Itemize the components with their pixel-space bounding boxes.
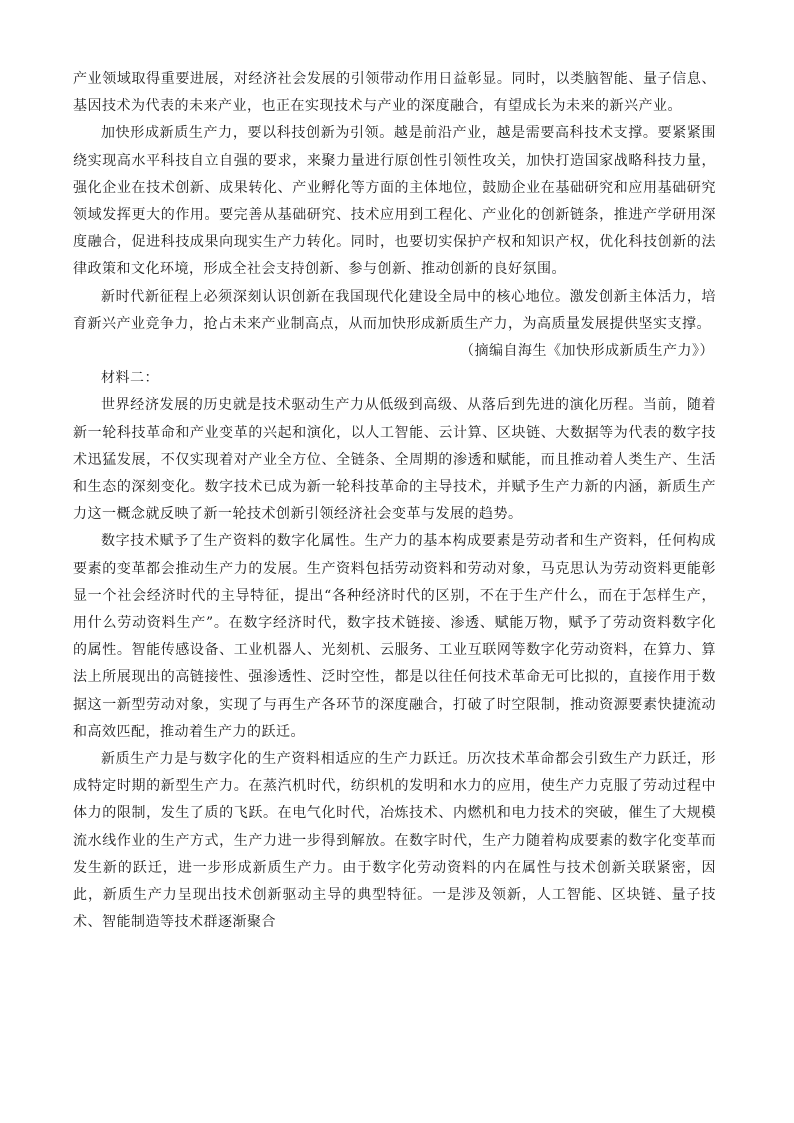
- paragraph-economic-history: 世界经济发展的历史就是技术驱动生产力从低级到高级、从落后到先进的演化历程。当前，随着新一轮科技革命和产业变革的兴起和演化，以人工智能、云计算、区块链、大数据等为代表的数字技术迅猛发展，不仅实现着对产业全方位、全链条、全周期的渗透和赋能，而且推动着人类生产、生活和生态的深刻变化。数字技术已成为新一轮科技革命的主导技术，并赋予生产力新的内涵，新质生产力这一概念就反映了新一轮技术创新引领经济社会变革与发展的趋势。: [73, 397, 716, 523]
- document-page: [73, 66, 716, 937]
- paragraph-productivity-leap: 新质生产力是与数字化的生产资料相适应的生产力跃迁。历次技术革命都会引致生产力跃迁，形成特定时期的新型生产力。在蒸汽机时代，纺织机的发明和水力的应用，使生产力克服了劳动过程中体力的限制，发生了质的飞跃。在电气化时代，冶炼技术、内燃机和电力技术的突破，催生了大规模流水线作业的生产方式，生产力进一步得到解放。在数字时代，生产力随着构成要素的数字化变革而发生新的跃迁，进一步形成新质生产力。由于数字化劳动资料的内在属性与技术创新关联紧密，因此，新质生产力呈现出技术创新驱动主导的典型特征。一是涉及领新，人工智能、区块链、量子技术、智能制造等技术群逐渐聚合: [73, 751, 716, 931]
- section-heading-material-2: 材料二：: [101, 370, 159, 387]
- paragraph-innovation-lead: 加快形成新质生产力，要以科技创新为引领。越是前沿产业，越是需要高科技术支撑。要紧紧围绕实现高水平科技自立自强的要求，来聚力量进行原创性引领性攻关，加快打造国家战略科技力量，强化企业在技术创新、成果转化、产业孵化等方面的主体地位，鼓励企业在基础研究和应用基础研究领域发挥更大的作用。要完善从基础研究、技术应用到工程化、产业化的创新链条，推进产学研用深度融合，促进科技成果向现实生产力转化。同时，也要切实保护产权和知识产权，优化科技创新的法律政策和文化环境，形成全社会支持创新、参与创新、推动创新的良好氛围。: [73, 125, 716, 278]
- paragraph-continuation: 产业领域取得重要进展，对经济社会发展的引领带动作用日益彰显。同时，以类脑智能、量子信息、基因技术为代表的未来产业，也正在实现技术与产业的深度融合，有望成长为未来的新兴产业。: [73, 71, 716, 115]
- source-citation: （摘编自海生《加快形成新质生产力》）: [460, 343, 714, 360]
- paragraph-new-era: 新时代新征程上必须深刻认识创新在我国现代化建设全局中的核心地位。激发创新主体活力，培育新兴产业竞争力，抢占未来产业制高点，从而加快形成新质生产力，为高质量发展提供坚实支撑。: [73, 288, 716, 332]
- paragraph-digital-means: 数字技术赋予了生产资料的数字化属性。生产力的基本构成要素是劳动者和生产资料，任何构成要素的变革都会推动生产力的发展。生产资料包括劳动资料和劳动对象，马克思认为劳动资料更能彰显一个社会经济时代的主导特征，提出“各种经济时代的区别，不在于生产什么，而在于怎样生产，用什么劳动资料生产”。在数字经济时代，数字技术链接、渗透、赋能万物，赋予了劳动资料数字化的属性。智能传感设备、工业机器人、光刻机、云服务、工业互联网等数字化劳动资料，在算力、算法上所展现出的高链接性、强渗透性、泛时空性，都是以往任何技术革命无可比拟的，直接作用于数据这一新型劳动对象，实现了与再生产各环节的深度融合，打破了时空限制，推动资源要素快捷流动和高效匹配，推动着生产力的跃迁。: [73, 533, 716, 740]
